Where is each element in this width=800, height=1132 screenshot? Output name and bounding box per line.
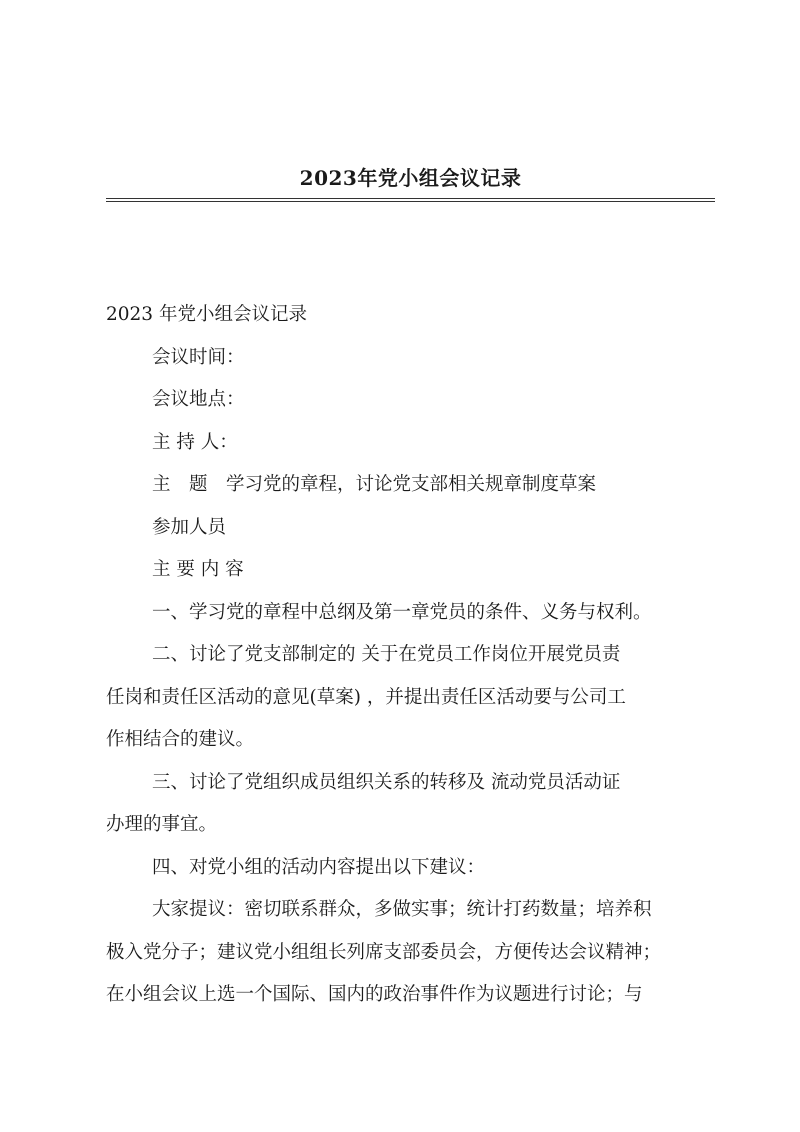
meeting-time-label: 会议时间： xyxy=(152,346,245,368)
page-header xyxy=(106,160,715,202)
topic-line: 主 题 学习党的章程，讨论党支部相关规章制度草案 xyxy=(152,474,597,495)
document-body xyxy=(106,294,721,1017)
item-1: 一、学习党的章程中总纲及第一章党员的条件、义务与权利。 xyxy=(152,601,652,623)
meeting-place-label: 会议地点： xyxy=(152,389,245,410)
main-content-heading: 主 要 内 容 xyxy=(152,559,244,580)
item-2-line-1: 二、讨论了党支部制定的 关于在党员工作岗位开展党员责 xyxy=(152,644,621,665)
host-label: 主 持 人： xyxy=(152,431,238,453)
header-title: 2023年党小组会议记录 xyxy=(299,166,522,190)
suggestion-line-3: 在小组会议上选一个国际、国内的政治事件作为议题进行讨论；与 xyxy=(106,984,643,1005)
item-3-line-1: 三、讨论了党组织成员组织关系的转移及 流动党员活动证 xyxy=(152,771,621,793)
item-3-line-2: 办理的事宜。 xyxy=(106,814,218,835)
item-2-line-3: 作相结合的建议。 xyxy=(106,729,255,750)
item-4: 四、对党小组的活动内容提出以下建议： xyxy=(152,856,486,878)
suggestion-line-2: 极入党分子；建议党小组组长列席支部委员会，方便传达会议精神； xyxy=(106,941,662,963)
document-title: 2023 年党小组会议记录 xyxy=(106,304,307,325)
attendees-label: 参加人员 xyxy=(152,516,227,538)
item-2-line-2: 任岗和责任区活动的意见(草案) ，并提出责任区活动要与公司工 xyxy=(106,686,626,708)
header-double-rule xyxy=(106,198,715,202)
suggestion-line-1: 大家提议：密切联系群众，多做实事；统计打药数量；培养积 xyxy=(152,899,652,920)
